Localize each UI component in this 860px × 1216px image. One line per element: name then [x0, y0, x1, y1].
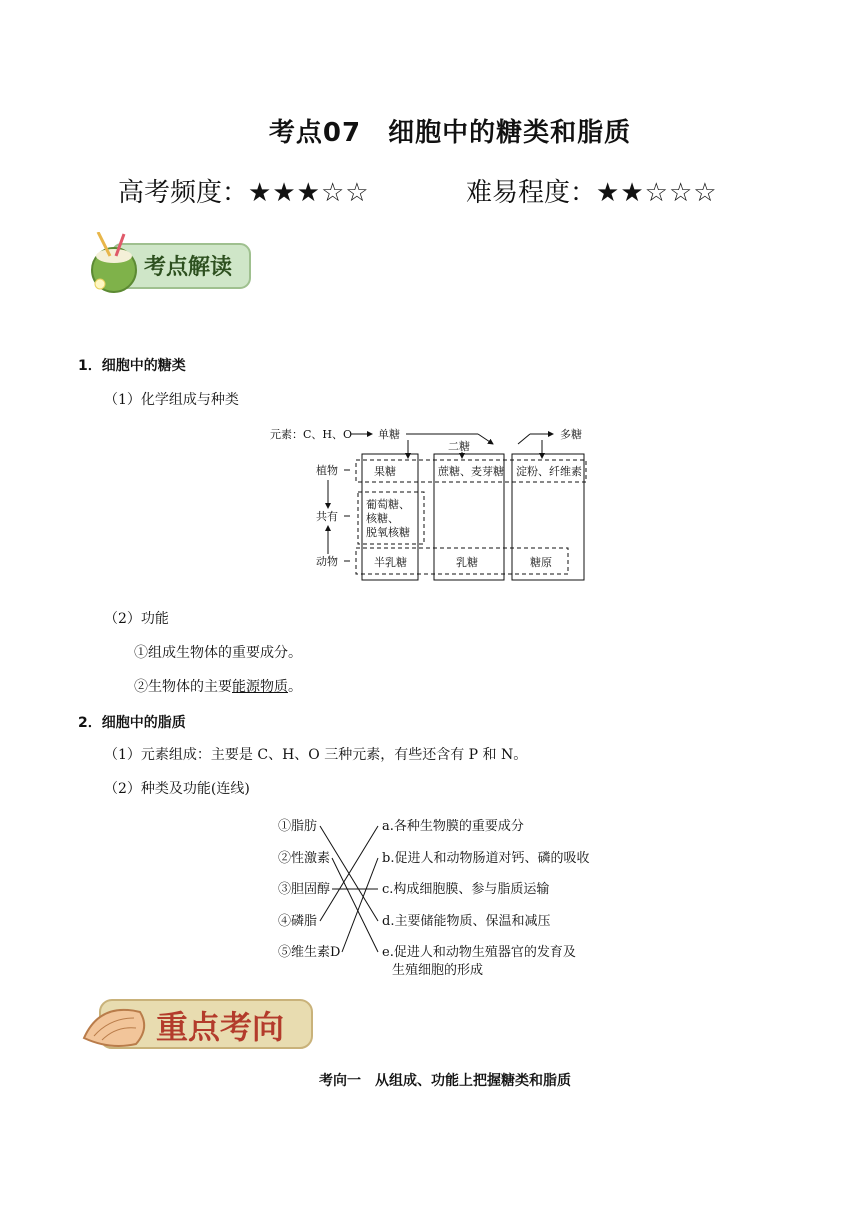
page-title: 考点07 细胞中的糖类和脂质	[268, 118, 632, 148]
diag-animal: 动物	[316, 555, 338, 568]
link-2-e	[332, 858, 378, 952]
link-5-b	[342, 858, 378, 952]
diag-galactose: 半乳糖	[374, 556, 407, 569]
diag-mono: 单糖	[378, 428, 400, 441]
lipid-right-b: b.促进人和动物肠道对钙、磷的吸收	[382, 851, 590, 866]
lipid-right-a: a.各种生物膜的重要成分	[382, 819, 524, 834]
section2-heading: 2．细胞中的脂质	[78, 715, 186, 731]
section1-heading: 1．细胞中的糖类	[78, 358, 186, 374]
lipid-left-2: ②性激素	[278, 851, 331, 866]
lipid-matching-diagram	[276, 812, 596, 982]
diag-elements: 元素：C、H、O	[270, 428, 353, 441]
lipid-left-5: ⑤维生素D	[278, 945, 341, 960]
function-1: ①组成生物体的重要成分。	[134, 645, 302, 661]
focus-banner-label: 重点考向	[156, 1008, 285, 1046]
difficulty	[466, 172, 718, 209]
function-2-pre: ②生物体的主要	[134, 679, 232, 695]
direction-heading: 考向一 从组成、功能上把握糖类和脂质	[319, 1073, 571, 1089]
diag-sucrose-maltose: 蔗糖、麦芽糖	[438, 465, 504, 478]
interpretation-banner-label: 考点解读	[144, 254, 233, 280]
lipid-right-e: e.促进人和动物生殖器官的发育及	[382, 945, 576, 960]
frequency-stars: ★★★☆☆	[248, 178, 370, 208]
section1-sub2: （2）功能	[104, 611, 169, 627]
diag-plant: 植物	[316, 464, 338, 477]
diag-starch-cellulose: 淀粉、纤维素	[516, 465, 582, 478]
lipid-left-3: ③胆固醇	[278, 882, 331, 897]
diag-common-2: 核糖、	[366, 512, 399, 525]
exam-frequency	[118, 172, 370, 209]
diag-lactose: 乳糖	[456, 556, 478, 569]
function-2-underlined: 能源物质	[232, 679, 288, 695]
focus-banner	[80, 994, 316, 1054]
section2-sub2: （2）种类及功能(连线)	[104, 781, 250, 797]
lipid-right-c: c.构成细胞膜、参与脂质运输	[382, 882, 550, 897]
diag-common-3: 脱氧核糖	[366, 526, 410, 539]
interpretation-banner	[84, 232, 254, 296]
function-2-post: 。	[288, 679, 302, 695]
difficulty-stars: ★★☆☆☆	[596, 178, 718, 208]
diag-poly: 多糖	[560, 428, 582, 441]
diag-di: 二糖	[448, 440, 470, 453]
lipid-right-e-cont: 生殖细胞的形成	[392, 963, 484, 978]
diag-fructose: 果糖	[374, 465, 396, 478]
function-2	[134, 676, 302, 696]
difficulty-label: 难易程度：	[466, 178, 597, 208]
lipid-left-4: ④磷脂	[278, 914, 318, 929]
sugar-classification-diagram	[268, 420, 592, 590]
lipid-right-d: d.主要储能物质、保温和减压	[382, 914, 551, 929]
frequency-label: 高考频度：	[118, 178, 249, 208]
section2-sub1: （1）元素组成：主要是 C、H、O 三种元素，有些还含有 P 和 N。	[104, 747, 528, 763]
diag-common-1: 葡萄糖、	[366, 498, 410, 511]
lipid-left-1: ①脂肪	[278, 819, 318, 834]
diag-glycogen: 糖原	[530, 556, 552, 569]
diag-common: 共有	[316, 510, 338, 523]
section1-sub1: （1）化学组成与种类	[104, 392, 239, 408]
